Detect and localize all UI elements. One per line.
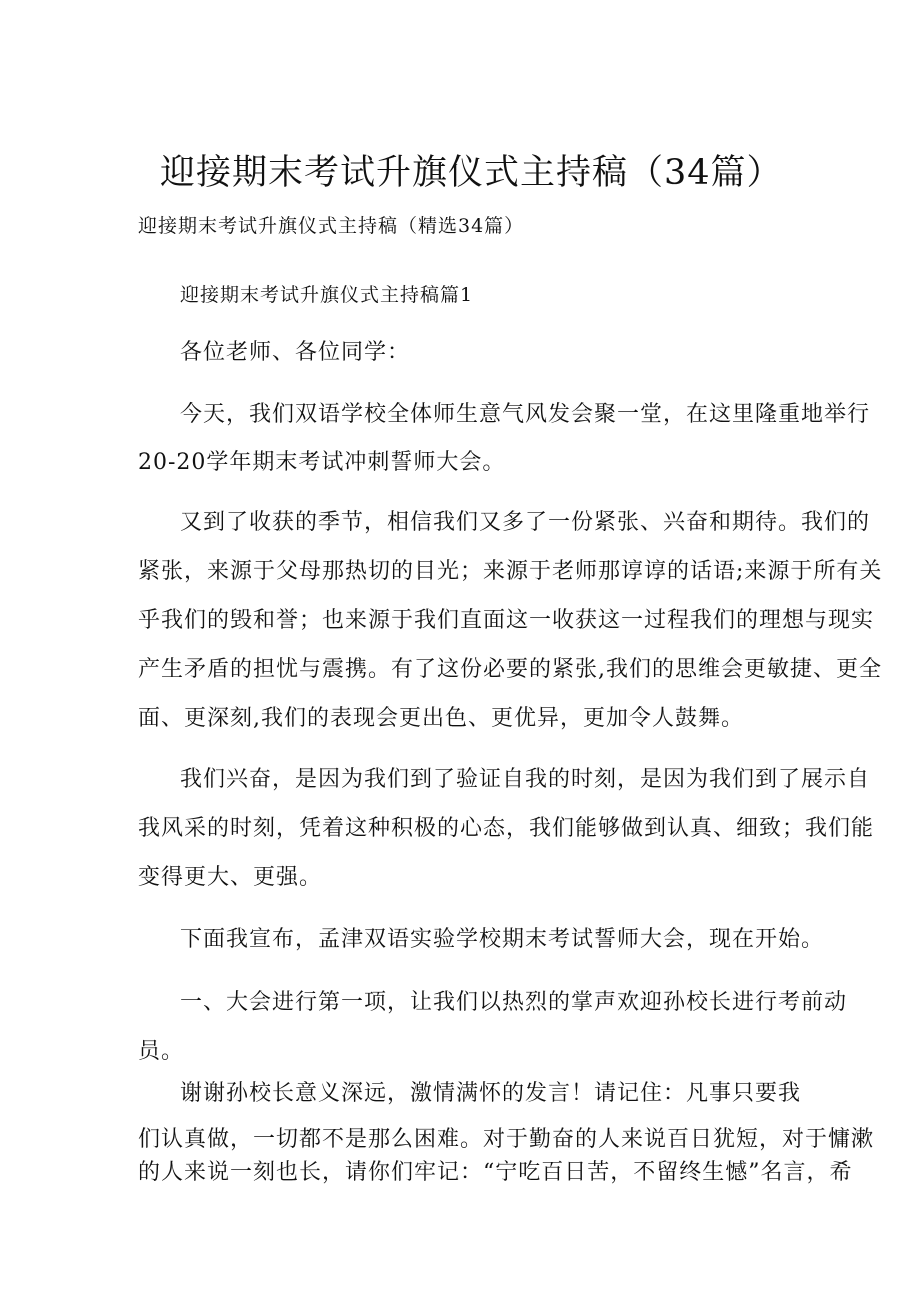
paragraph-line: 我风采的时刻，凭着这种积极的心态，我们能够做到认真、细致；我们能 — [138, 816, 875, 841]
paragraph-line: 今天，我们双语学校全体师生意气风发会聚一堂，在这里隆重地举行 — [180, 402, 871, 427]
paragraph-line: 谢谢孙校长意义深远，激情满怀的发言！请记住：凡事只要我 — [180, 1081, 802, 1106]
section-heading: 迎接期末考试升旗仪式主持稿篇1 — [180, 284, 474, 306]
paragraph-line: 乎我们的毁和誉；也来源于我们直面这一收获这一过程我们的理想与现实 — [138, 608, 875, 633]
paragraph-line: 一、大会进行第一项，让我们以热烈的掌声欢迎孙校长进行考前动 — [180, 990, 848, 1015]
greeting: 各位老师、各位同学： — [180, 340, 411, 365]
paragraph-line: 员。 — [138, 1039, 185, 1064]
paragraph-line: 变得更大、更强。 — [138, 865, 323, 890]
paragraph-line: 下面我宣布，孟津双语实验学校期末考试誓师大会，现在开始。 — [180, 927, 825, 952]
paragraph-line: 紧张，来源于父母那热切的目光；来源于老师那谆谆的话语;来源于所有关 — [138, 559, 883, 584]
paragraph-line: 我们兴奋，是因为我们到了验证自我的时刻，是因为我们到了展示自 — [180, 767, 871, 792]
paragraph-line: 又到了收获的季节，相信我们又多了一份紧张、兴奋和期待。我们的 — [180, 510, 871, 535]
paragraph-line: 们认真做，一切都不是那么困难。对于勤奋的人来说百日犹短，对于慵漱 — [138, 1127, 875, 1152]
paragraph-line: 的人来说一刻也长，请你们牢记：“宁吃百日苦，不留终生憾”名言，希 — [138, 1160, 853, 1185]
paragraph-line: 面、更深刻,我们的表现会更出色、更优异，更加令人鼓舞。 — [138, 706, 744, 731]
document-title: 迎接期末考试升旗仪式主持稿（34篇） — [160, 153, 783, 193]
paragraph-line: 20-20学年期末考试冲刺誓师大会。 — [138, 450, 506, 475]
document-subtitle: 迎接期末考试升旗仪式主持稿（精选34篇） — [138, 215, 525, 237]
paragraph-line: 产生矛盾的担忧与震携。有了这份必要的紧张,我们的思维会更敏捷、更全 — [138, 657, 882, 682]
